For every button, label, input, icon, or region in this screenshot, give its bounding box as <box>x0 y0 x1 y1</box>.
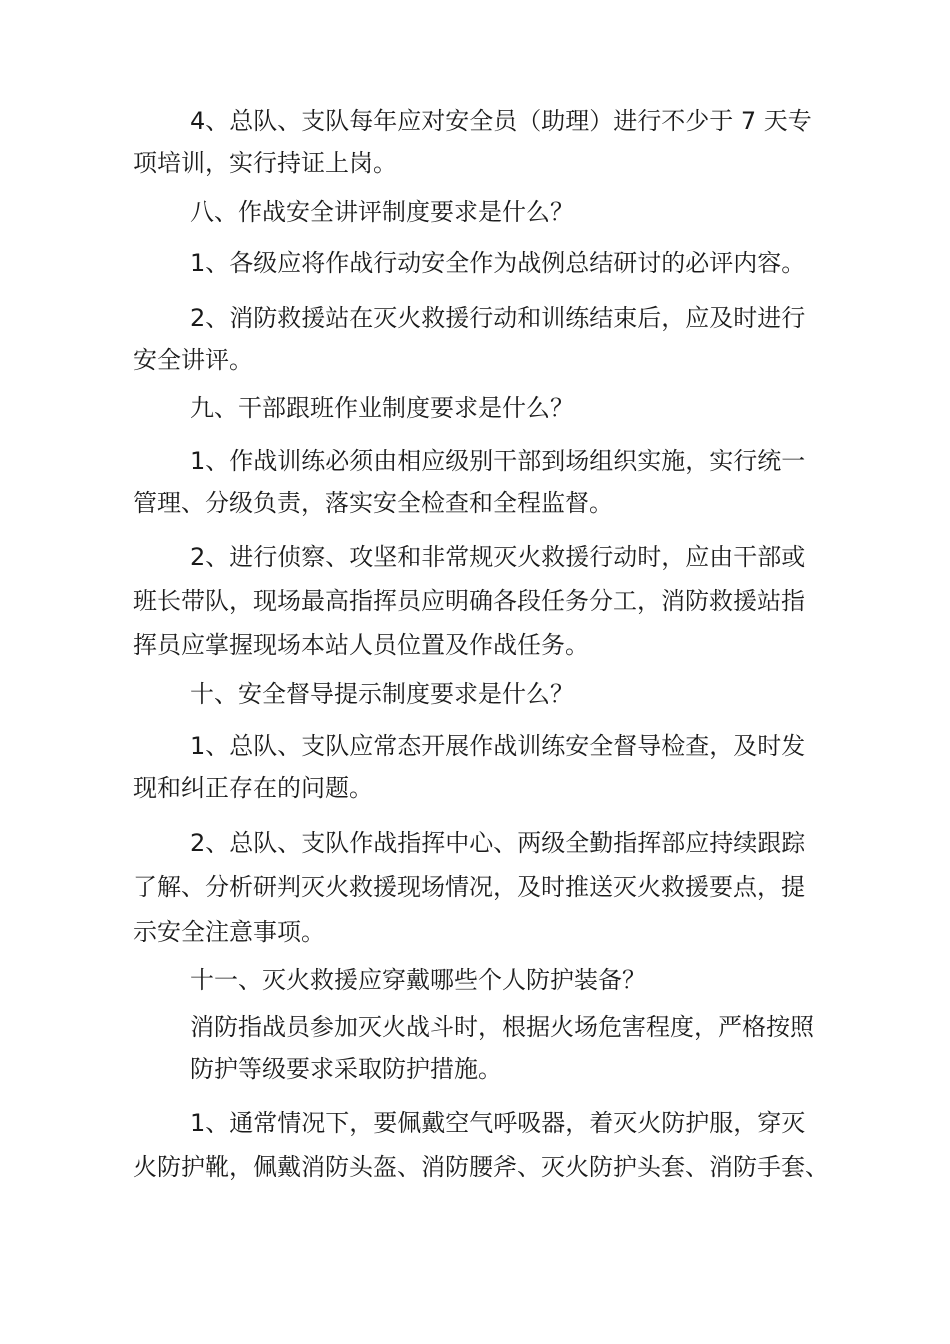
paragraph-line: 挥员应掌握现场本站人员位置及作战任务。 <box>133 631 589 659</box>
section-heading: 十、安全督导提示制度要求是什么？ <box>190 680 574 708</box>
paragraph-line: 2、进行侦察、攻坚和非常规灭火救援行动时，应由干部或 <box>190 543 806 571</box>
paragraph-line: 1、作战训练必须由相应级别干部到场组织实施，实行统一 <box>190 447 806 475</box>
paragraph-line: 班长带队，现场最高指挥员应明确各段任务分工，消防救援站指 <box>133 587 805 615</box>
paragraph-line: 了解、分析研判灭火救援现场情况，及时推送灭火救援要点，提 <box>133 873 805 901</box>
section-heading: 八、作战安全讲评制度要求是什么？ <box>190 198 574 226</box>
paragraph-line: 2、消防救援站在灭火救援行动和训练结束后，应及时进行 <box>190 304 806 332</box>
section-heading: 十一、灭火救援应穿戴哪些个人防护装备？ <box>190 966 646 994</box>
paragraph-line: 1、通常情况下，要佩戴空气呼吸器，着灭火防护服，穿灭 <box>190 1109 806 1137</box>
paragraph-line: 防护等级要求采取防护措施。 <box>190 1055 502 1083</box>
paragraph-line: 项培训，实行持证上岗。 <box>133 149 397 177</box>
paragraph-line: 2、总队、支队作战指挥中心、两级全勤指挥部应持续跟踪 <box>190 829 806 857</box>
paragraph-line: 4、总队、支队每年应对安全员（助理）进行不少于 7 天专 <box>190 107 812 135</box>
paragraph-line: 消防指战员参加灭火战斗时，根据火场危害程度，严格按照 <box>190 1013 814 1041</box>
paragraph-line: 火防护靴，佩戴消防头盔、消防腰斧、灭火防护头套、消防手套、 <box>133 1153 829 1181</box>
paragraph-line: 现和纠正存在的问题。 <box>133 774 373 802</box>
paragraph-line: 1、总队、支队应常态开展作战训练安全督导检查，及时发 <box>190 732 806 760</box>
paragraph-line: 安全讲评。 <box>133 346 253 374</box>
paragraph-line: 示安全注意事项。 <box>133 918 325 946</box>
section-heading: 九、干部跟班作业制度要求是什么？ <box>190 394 574 422</box>
paragraph-line: 管理、分级负责，落实安全检查和全程监督。 <box>133 489 613 517</box>
paragraph-line: 1、各级应将作战行动安全作为战例总结研讨的必评内容。 <box>190 249 806 277</box>
